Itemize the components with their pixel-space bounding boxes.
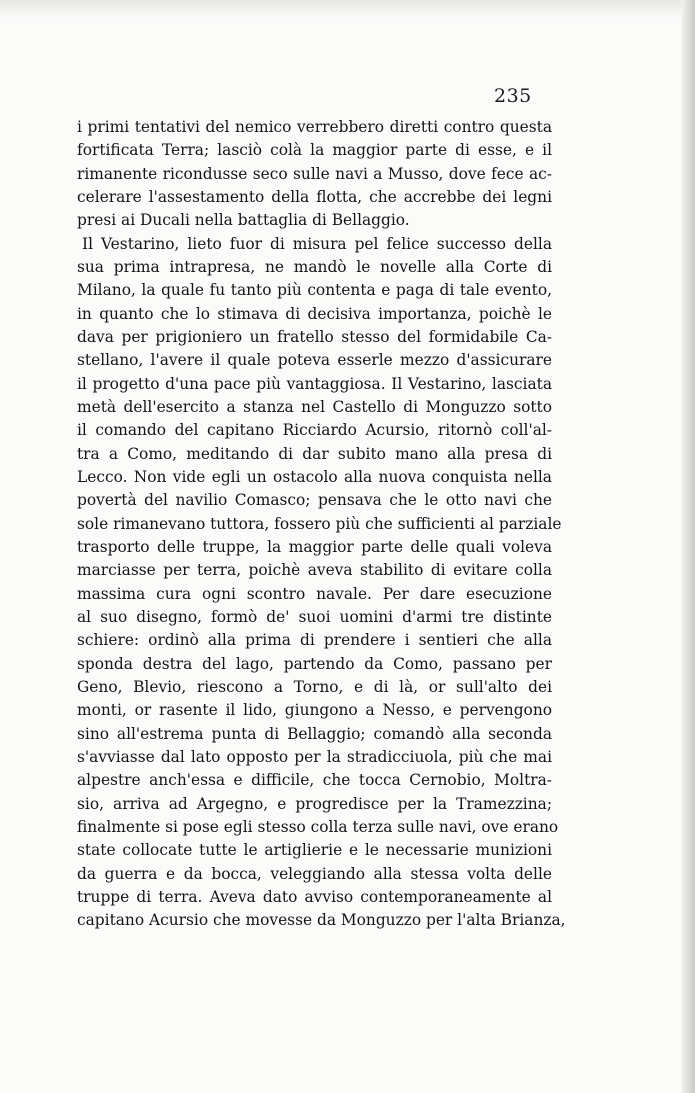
- text-line: s'avviasse dal lato opposto per la stradicciuola, più che mai: [77, 747, 552, 766]
- text-line: povertà del navilio Comasco; pensava che le otto navi che: [77, 491, 552, 510]
- page-top-shadow: [0, 0, 695, 18]
- text-line: alpestre anch'essa e difficile, che tocca Cernobio, Moltra-: [77, 771, 552, 790]
- text-line: sponda destra del lago, partendo da Como, passano per: [77, 654, 552, 673]
- text-line: il progetto d'una pace più vantaggiosa. Il Vestarino, lasciata: [77, 374, 552, 393]
- text-line: metà dell'esercito a stanza nel Castello di Monguzzo sotto: [77, 397, 552, 416]
- text-line: trasporto delle truppe, la maggior parte delle quali voleva: [77, 537, 552, 556]
- text-line: fortificata Terra; lasciò colà la maggior parte di esse, e il: [77, 141, 552, 160]
- text-line: presi ai Ducali nella battaglia di Bellaggio.: [77, 211, 410, 230]
- text-line: stellano, l'avere il quale poteva esserle mezzo d'assicurare: [77, 351, 552, 370]
- page-number: 235: [494, 85, 532, 107]
- body-text: [77, 116, 566, 932]
- page-right-edge: [681, 0, 695, 1093]
- text-line: dava per prigioniero un fratello stesso del formidabile Ca-: [77, 327, 552, 346]
- text-line: al suo disegno, formò de' suoi uomini d'armi tre distinte: [77, 607, 552, 626]
- text-line: sua prima intrapresa, ne mandò le novelle alla Corte di: [77, 257, 552, 276]
- text-line: schiere: ordinò alla prima di prendere i sentieri che alla: [77, 631, 552, 650]
- text-line: in quanto che lo stimava di decisiva importanza, poichè le: [77, 304, 552, 323]
- text-line: il comando del capitano Ricciardo Acursio, ritornò coll'al-: [77, 421, 552, 440]
- text-line: monti, or rasente il lido, giungono a Nesso, e pervengono: [77, 701, 552, 720]
- text-line: sole rimanevano tuttora, fossero più che sufficienti al parziale: [77, 514, 562, 533]
- text-line: Geno, Blevio, riescono a Torno, e di là, or sull'alto dei: [77, 677, 552, 696]
- text-line: capitano Acursio che movesse da Monguzzo per l'alta Brianza,: [77, 911, 566, 930]
- text-line: massima cura ogni scontro navale. Per dare esecuzione: [77, 584, 552, 603]
- text-line: da guerra e da bocca, veleggiando alla stessa volta delle: [77, 864, 552, 883]
- text-line: state collocate tutte le artiglierie e le necessarie munizioni: [77, 841, 552, 860]
- text-line: Milano, la quale fu tanto più contenta e paga di tale evento,: [77, 281, 552, 300]
- text-line: rimanente ricondusse seco sulle navi a Musso, dove fece ac-: [77, 164, 552, 183]
- text-line: Lecco. Non vide egli un ostacolo alla nuova conquista nella: [77, 467, 552, 486]
- text-line: truppe di terra. Aveva dato avviso contemporaneamente al: [77, 887, 552, 906]
- text-line: sio, arriva ad Argegno, e progredisce per la Tramezzina;: [77, 794, 552, 813]
- text-line: Il Vestarino, lieto fuor di misura pel felice successo della: [82, 234, 552, 253]
- text-line: marciasse per terra, poichè aveva stabilito di evitare colla: [77, 561, 552, 580]
- text-line: sino all'estrema punta di Bellaggio; comandò alla seconda: [77, 724, 552, 743]
- text-line: finalmente si pose egli stesso colla terza sulle navi, ove erano: [77, 817, 559, 836]
- text-line: tra a Como, meditando di dar subito mano alla presa di: [77, 444, 552, 463]
- text-line: i primi tentativi del nemico verrebbero diretti contro questa: [77, 118, 552, 136]
- text-line: celerare l'assestamento della flotta, che accrebbe dei legni: [77, 187, 552, 206]
